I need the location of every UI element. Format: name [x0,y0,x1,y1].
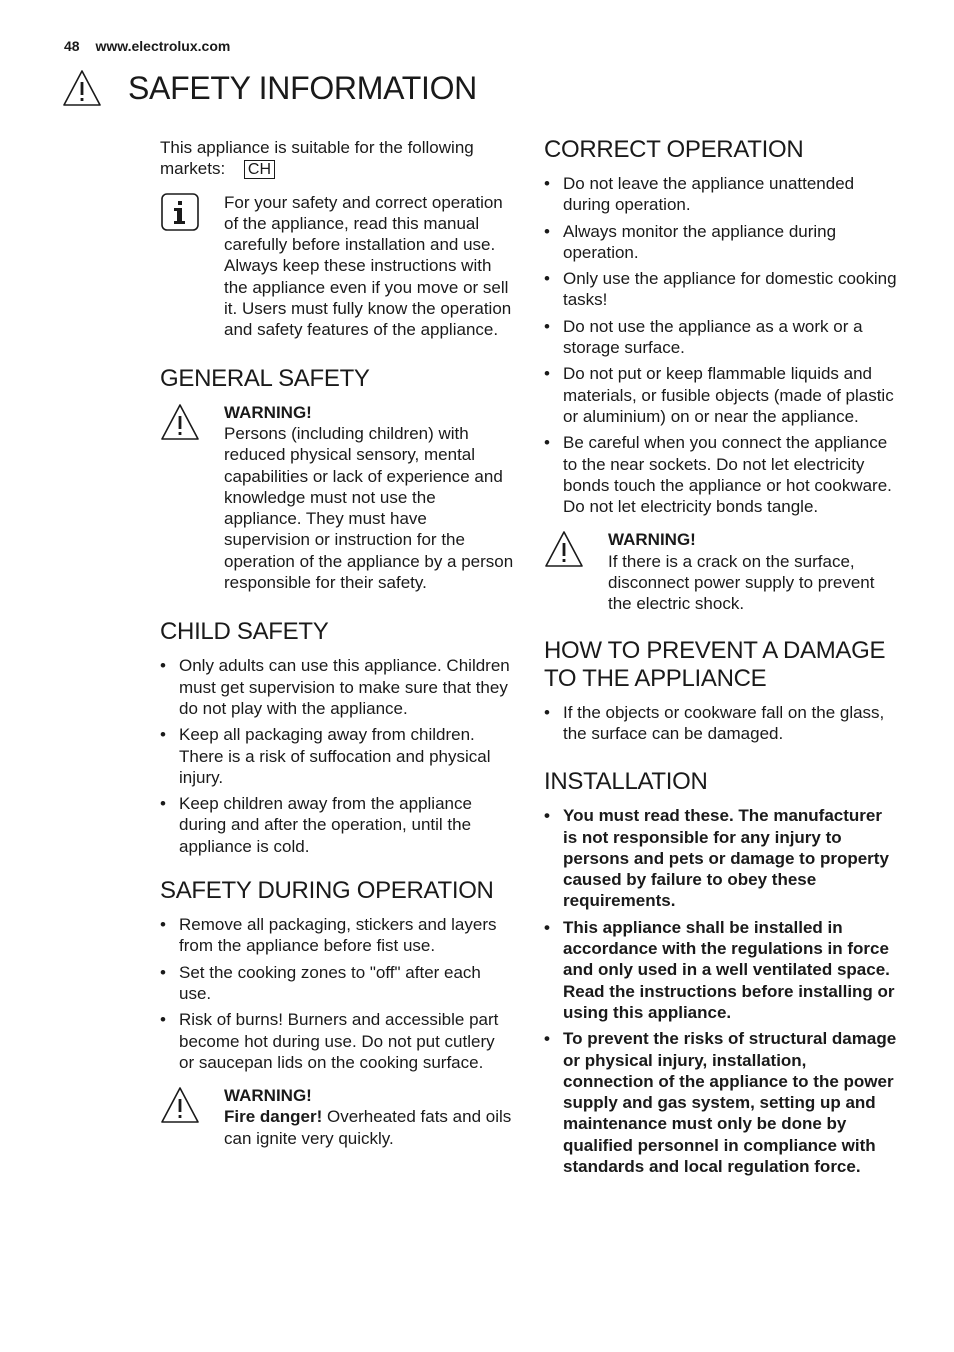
heading-installation: INSTALLATION [544,768,708,796]
list-item: • Set the cooking zones to "off" after each use. [160,962,481,1003]
list-item: • Do not use the appliance as a work or a storage surface. [544,316,863,358]
info-note [160,192,514,341]
list-item: • If the objects or cookware fall on the glass, the surface can be damaged. [544,702,885,743]
warning-text: Fire danger! Overheated fats and oils can ignite very quickly. [224,1107,512,1148]
list-item: • Only use the appliance for domestic cooking tasks! [544,269,897,310]
intro-sentence: This appliance is suitable for the following markets: [160,138,474,179]
warning-label: WARNING! [224,1086,312,1106]
list-item: • Only adults can use this appliance. Children must get supervision to make sure that they do not play with the appliance. [160,656,510,718]
electric-shock-warning [544,529,900,614]
heading-correct-operation: CORRECT OPERATION [544,136,804,163]
prevent-damage-list [544,702,900,745]
page-title: SAFETY INFORMATION [128,69,477,106]
list-item: • You must read these. The manufacturer is not responsible for any injury to persons and pets or damage to property caused by failure to obey these requirements. [544,806,889,911]
section-prevent-damage [544,637,900,745]
list-item: • Keep children away from the appliance during and after the operation, until the appliance is cold. [160,794,472,856]
list-item: • Always monitor the appliance during operation. [544,221,837,262]
child-safety-list [160,655,514,857]
warning-triangle-icon [160,1085,200,1125]
warning-text: If there is a crack on the surface, disconnect power supply to prevent the electric shock. [608,551,875,614]
list-item: • This appliance shall be installed in accordance with the regulations in force and only used in a well ventilated space. Read the instructions before installing or using this appliance. [544,917,895,1022]
list-item: • To prevent the risks of structural damage or physical injury, installation, connection of the appliance to the power supply and gas system, setting up and maintenance must only be done by qualified personnel in compliance with standards and local regulation force. [544,1029,897,1176]
info-note-text: For your safety and correct operation of the appliance, read this manual carefully before installation and use. Always keep these instructions with the appliance even if you move or sell it. Users must fully know the operation and safety features of the appliance. [224,192,512,340]
market-code: CH [244,160,275,179]
section-safety-during-operation [160,877,514,1149]
warning-text: Persons (including children) with reduced physical sensory, mental capabilities or lack of experience and knowledge must not use the appliance. They must have supervision or instruction for the operation of the appliance by a person responsible for their safety. [224,423,514,593]
list-item: • Remove all packaging, stickers and layers from the appliance before fist use. [160,915,497,956]
safety-during-operation-list [160,914,514,1073]
heading-child-safety: CHILD SAFETY [160,618,329,646]
title-row [62,68,477,108]
warning-label: WARNING! [608,530,696,550]
intro-text [160,137,514,181]
general-safety-warning [160,402,514,594]
heading-general-safety: GENERAL SAFETY [160,364,370,392]
info-icon [160,192,200,232]
warning-triangle-icon [160,402,200,442]
warning-triangle-icon [544,529,584,569]
list-item: • Be careful when you connect the appliance to the near sockets. Do not let electricity bonds touch the appliance or hot cookware. Do not let electricity bonds tangle. [544,433,892,517]
section-general-safety [160,365,514,594]
installation-list [544,805,900,1177]
section-child-safety [160,618,514,857]
page-number: 48 [64,38,80,54]
fire-danger-warning [160,1085,514,1149]
list-item: • Keep all packaging away from children. There is a risk of suffocation and physical injury. [160,725,491,787]
section-correct-operation [544,136,900,615]
warning-triangle-icon [62,68,102,108]
heading-prevent-damage: HOW TO PREVENT A DAMAGE TO THE APPLIANCE [544,636,886,692]
list-item: • Do not put or keep flammable liquids and materials, or fusible objects (made of plastic or aluminium) on or near the appliance. [544,364,894,426]
section-installation [544,768,900,1177]
page-header [64,38,230,54]
right-column [544,136,900,1182]
website-url: www.electrolux.com [95,38,231,54]
list-item: • Do not leave the appliance unattended during operation. [544,174,855,215]
list-item: • Risk of burns! Burners and accessible part become hot during use. Do not put cutlery or saucepan lids on the cooking surface. [160,1010,499,1072]
correct-operation-list [544,173,900,517]
warning-label: WARNING! [224,402,312,422]
heading-safety-during-operation: SAFETY DURING OPERATION [160,877,494,905]
left-column [160,137,514,1149]
